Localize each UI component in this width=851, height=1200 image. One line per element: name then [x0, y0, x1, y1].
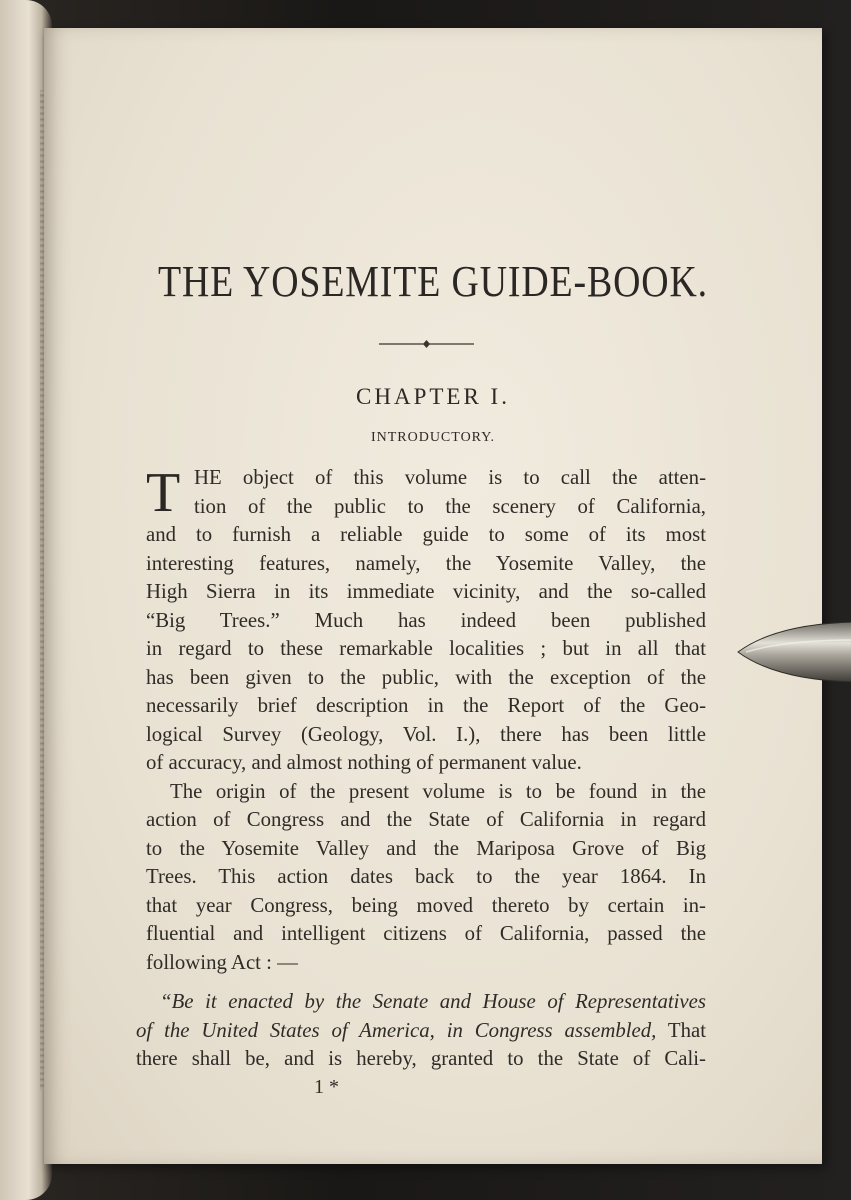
quote-line-1 — [136, 988, 706, 1017]
text-line: that year Congress, being moved thereto by certain in- — [146, 893, 706, 917]
text-line: tion of the public to the scenery of California, — [194, 494, 706, 518]
text-line: to the Yosemite Valley and the Mariposa Grove of Big — [146, 836, 706, 860]
chapter-subheading: INTRODUCTORY. — [370, 430, 496, 445]
text-line: The origin of the present volume is to be found in the — [170, 779, 706, 803]
quote-italic-1: “Be it enacted by the Senate and House of Representatives — [160, 990, 706, 1013]
page-number: 1 * — [314, 1076, 339, 1098]
text-line: of accuracy, and almost nothing of permanent value. — [146, 751, 582, 774]
text-line: “Big Trees.” Much has indeed been published — [146, 608, 706, 632]
drop-cap: T — [146, 462, 181, 524]
quote-line-3: there shall be, and is hereby, granted to the State of Cali- — [136, 1047, 706, 1070]
chapter-heading: CHAPTER I. — [356, 384, 510, 409]
text-line: necessarily brief description in the Report of the Geo- — [146, 694, 706, 717]
paragraph-1 — [146, 464, 706, 778]
quote-plain-2: That — [656, 1018, 706, 1042]
paragraph-2 — [146, 778, 706, 978]
text-line: High Sierra in its immediate vicinity, and the so-called — [146, 580, 706, 603]
book-title: THE YOSEMITE GUIDE-BOOK. — [158, 257, 708, 306]
page-clip — [736, 618, 851, 688]
text-line: following Act : — — [146, 950, 298, 974]
text-line: fluential and intelligent citizens of California, passed the — [146, 922, 706, 945]
quote-line-2 — [136, 1017, 706, 1046]
ornament-rule — [379, 338, 474, 350]
text-line: action of Congress and the State of California in regard — [146, 808, 706, 831]
book-page — [44, 28, 822, 1164]
text-line: logical Survey (Geology, Vol. I.), there has been little — [146, 722, 706, 746]
text-line: and to furnish a reliable guide to some of its most — [146, 523, 706, 546]
text-line: Trees. This action dates back to the year 1864. In — [146, 865, 706, 888]
text-line: interesting features, namely, the Yosemite Valley, the — [146, 551, 706, 575]
quote-italic-2: of the United States of America, in Congress assembled, — [136, 1018, 657, 1042]
quoted-act — [136, 988, 706, 1074]
body-text — [146, 464, 706, 977]
text-line: HE object of this volume is to call the atten- — [194, 466, 706, 489]
text-line: has been given to the public, with the exception of the — [146, 665, 706, 689]
text-line: in regard to these remarkable localities ; but in all that — [146, 637, 706, 660]
